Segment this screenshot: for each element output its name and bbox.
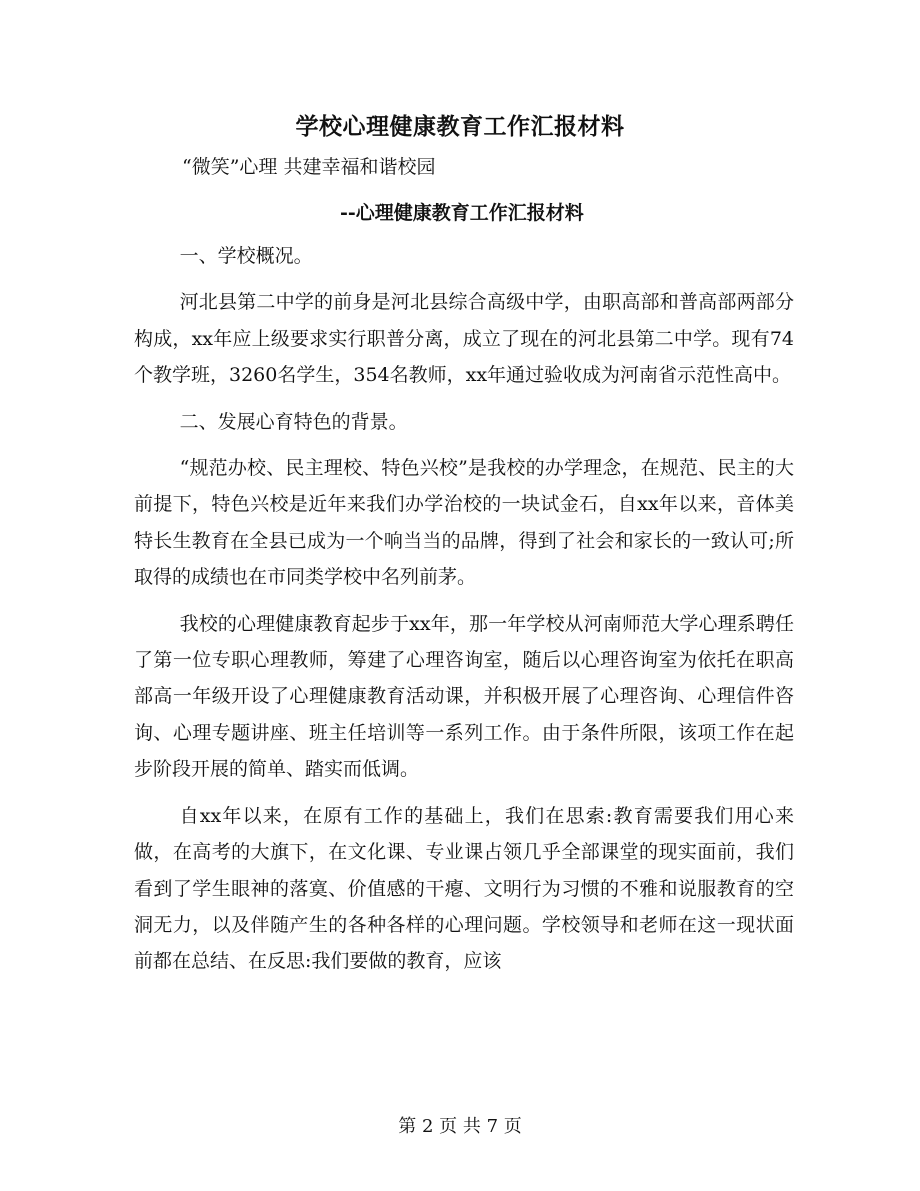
paragraph-psychology-history: 我校的心理健康教育起步于xx年，那一年学校从河南师范大学心理系聘任了第一位专职心理教师，筹建了心理咨询室，随后以心理咨询室为依托在职高部高一年级开设了心理健康教育活动课，并积极开展了心理咨询、心理信件咨询、心理专题讲座、班主任培训等一系列工作。由于条件所限，该项工作在起步阶段开展的简单、踏实而低调。 [134,612,794,781]
page-number-footer: 第 2 页 共 7 页 [398,1116,522,1137]
paragraph-school-overview: 河北县第二中学的前身是河北县综合高级中学，由职高部和普高部两部分构成，xx年应上级要求实行职普分离，成立了现在的河北县第二中学。现有74个教学班，3260名学生，354名教师，xx年通过验收成为河南省示范性高中。 [134,291,794,387]
document-subtitle-secondary: --心理健康教育工作汇报材料 [340,202,584,224]
document-body [134,238,794,990]
paragraph-section-heading-1: 一、学校概况。 [179,245,313,267]
paragraph-school-philosophy: “规范办校、民主理校、特色兴校”是我校的办学理念，在规范、民主的大前提下，特色兴校是近年来我们办学治校的一块试金石，自xx年以来，音体美特长生教育在全县已成为一个响当当的品牌，得到了社会和家长的一致认可;所取得的成绩也在市同类学校中名列前茅。 [134,457,794,589]
paragraph-reflection: 自xx年以来，在原有工作的基础上，我们在思索:教育需要我们用心来做，在高考的大旗下，在文化课、专业课占领几乎全部课堂的现实面前，我们看到了学生眼神的落寞、价值感的干瘪、文明行为习惯的不雅和说服教育的空洞无力，以及伴随产生的各种各样的心理问题。学校领导和老师在这一现状面前都在总结、在反思:我们要做的教育，应该 [134,804,794,973]
document-subtitle: “微笑”心理 共建幸福和谐校园 [182,156,436,178]
document-title: 学校心理健康教育工作汇报材料 [295,113,625,140]
paragraph-section-heading-2: 二、发展心育特色的背景。 [179,410,408,433]
